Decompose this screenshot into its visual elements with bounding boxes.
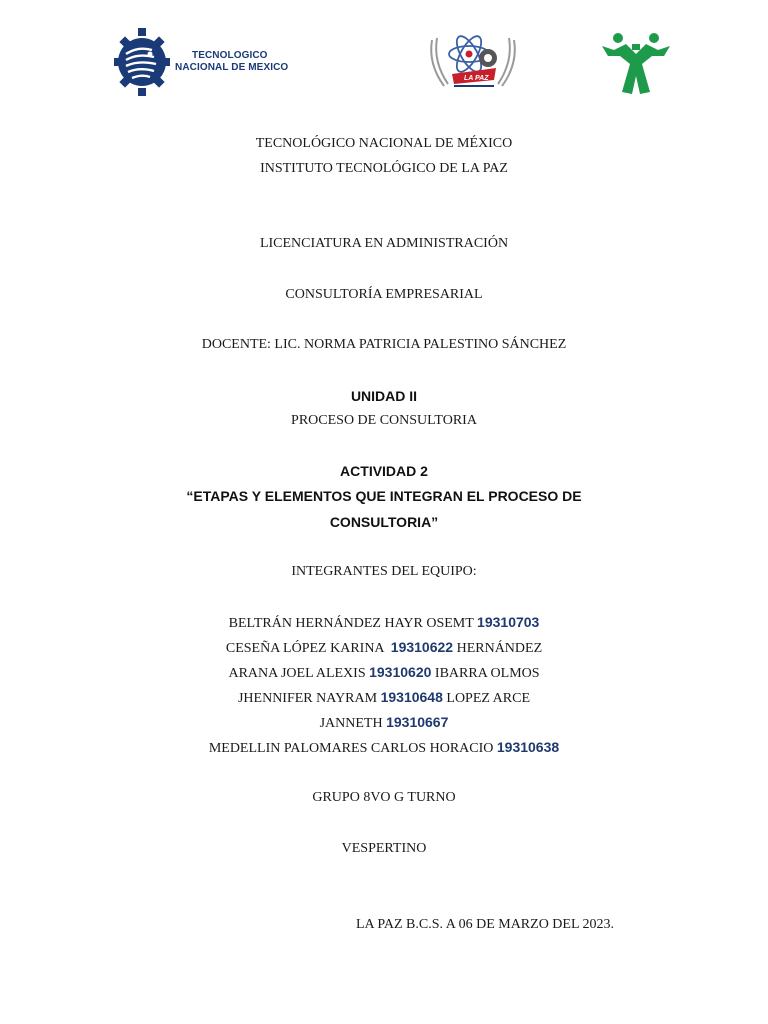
activity-title-line2: CONSULTORIA” <box>329 514 439 530</box>
member-name: MEDELLIN PALOMARES CARLOS HORACIO <box>208 741 497 756</box>
green-figure-logo-icon <box>600 30 672 96</box>
green-figure-logo <box>600 30 672 96</box>
member-name: CESEÑA LÓPEZ KARINA <box>225 641 391 656</box>
teacher-name: DOCENTE: LIC. NORMA PATRICIA PALESTINO SÁNCHEZ <box>201 337 567 352</box>
team-member-line <box>0 688 768 708</box>
member-id: 19310703 <box>477 614 540 630</box>
team-member-line <box>0 713 768 733</box>
itlp-atom-shield-logo-icon <box>424 28 522 96</box>
member-name-cont: HERNÁNDEZ <box>453 641 543 656</box>
member-name: BELTRÁN HERNÁNDEZ HAYR OSEMT <box>228 616 478 631</box>
tecnm-gear-eagle-logo-icon <box>114 28 170 96</box>
member-name: JANNETH <box>319 716 387 731</box>
member-id: 19310622 <box>390 639 454 655</box>
activity-title-line1: “ETAPAS Y ELEMENTOS QUE INTEGRAN EL PROCESO DE <box>186 488 582 504</box>
member-name-cont: LOPEZ ARCE <box>442 691 531 706</box>
place-date: LA PAZ B.C.S. A 06 DE MARZO DEL 2023. <box>356 917 614 932</box>
itlp-logo <box>424 28 522 96</box>
tecnm-wordmark <box>175 50 288 74</box>
member-name-cont: IBARRA OLMOS <box>431 666 540 681</box>
campus-name: INSTITUTO TECNOLÓGICO DE LA PAZ <box>260 161 508 176</box>
team-member-line <box>0 738 768 758</box>
institution-name: TECNOLÓGICO NACIONAL DE MÉXICO <box>255 136 513 151</box>
team-member-line <box>0 663 768 683</box>
member-id: 19310638 <box>496 739 560 755</box>
team-member-line <box>0 638 768 658</box>
tecnm-wordmark-line1: TECNOLOGICO <box>192 50 268 61</box>
career-name: LICENCIATURA EN ADMINISTRACIÓN <box>259 236 509 251</box>
member-id: 19310620 <box>369 664 432 680</box>
itlp-badge-text: LA PAZ <box>464 75 489 82</box>
tecnm-wordmark-line2: NACIONAL DE MEXICO <box>175 62 289 73</box>
team-heading: INTEGRANTES DEL EQUIPO: <box>291 564 477 579</box>
shift-info: VESPERTINO <box>341 841 427 856</box>
member-name: ARANA JOEL ALEXIS <box>228 666 370 681</box>
member-id: 19310667 <box>386 714 449 730</box>
activity-label: ACTIVIDAD 2 <box>340 463 428 479</box>
group-info: GRUPO 8VO G TURNO <box>312 790 456 805</box>
member-name: JHENNIFER NAYRAM <box>237 691 381 706</box>
team-member-line <box>0 613 768 633</box>
unit-name: PROCESO DE CONSULTORIA <box>291 413 477 428</box>
unit-label: UNIDAD II <box>350 388 418 404</box>
member-id: 19310648 <box>380 689 443 705</box>
course-name: CONSULTORÍA EMPRESARIAL <box>285 287 483 302</box>
logo-row <box>0 0 768 110</box>
tecnm-logo <box>114 28 294 96</box>
